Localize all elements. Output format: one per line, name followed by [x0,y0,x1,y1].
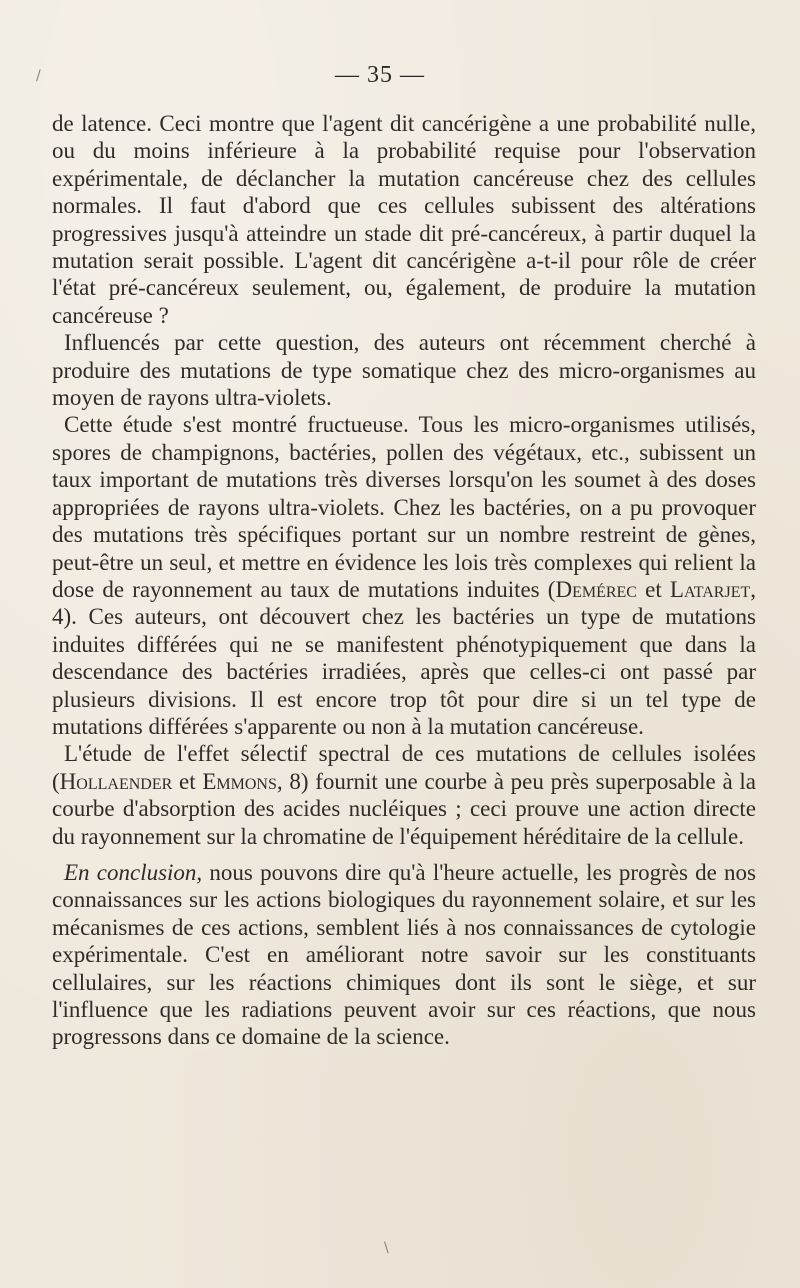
paragraph-3 [52,411,756,740]
paragraph-4 [52,740,756,850]
paragraph-2-text: Influencés par cette question, des auteurs ont récemment cherché à produire des mutations de type somatique chez des micro-organismes au moyen de rayons ultra-violets. [52,330,756,411]
paragraph-1 [52,110,756,329]
author-citation-emmons: Emmons [202,768,277,794]
paragraph-3-text-b: , 4). Ces auteurs, ont découvert chez les bactéries un type de mutations induites différées qui ne se manifestent phénotypiquement que dans la descendance des bactéries irradiées, après que celles-ci ont passé par plusieurs divisions. Il est encore trop tôt pour dire si un tel type de mutations différées s'apparente ou non à la mutation cancéreuse. [52,576,756,739]
paragraph-4-conjunction: et [172,768,203,794]
paragraph-4-text-a: L'étude de l'effet sélectif spectral de ces mutations de cellules isolées ( [52,741,756,794]
paragraph-1-text: de latence. Ceci montre que l'agent dit cancérigène a une probabilité nulle, ou du moins inférieure à la probabilité requise pour l'observation expérimentale, de déclancher la mutation cancéreuse chez des cellules normales. Il faut d'abord que ces cellules subissent des altérations progressives jusqu'à atteindre un stade dit pré-cancéreux, à partir duquel la mutation serait possible. L'agent dit cancérigène a-t-il pour rôle de créer l'état pré-cancéreux seulement, ou, également, de produire la mutation cancéreuse ? [52,111,756,328]
page-number: — 35 — [335,62,425,88]
paragraph-3-text-a: Cette étude s'est montré fructueuse. Tous les micro-organismes utilisés, spores de champignons, bactéries, pollen des végétaux, etc., subissent un taux important de mutations très diverses lorsqu'on les soumet à des doses appropriées de rayons ultra-violets. Chez les bactéries, on a pu provoquer des mutations très spécifiques portant sur un nombre restreint de gènes, peut-être un seul, et mettre en évidence les lois très complexes qui relient la dose de rayonnement au taux de mutations induites ( [52,412,756,602]
paragraph-3-conjunction: et [636,576,670,602]
paragraph-conclusion [52,859,756,1051]
author-citation-hollaender: Hollaender [59,768,173,794]
conclusion-text: nous pouvons dire qu'à l'heure actuelle, les progrès de nos connaissances sur les actions biologiques du rayonnement solaire, et sur les mécanismes de ces actions, semblent liés à nos connaissances de cytologie expérimentale. C'est en améliorant notre savoir sur les constituants cellulaires, sur les réactions chimiques dont ils sont le siège, et sur l'influence que les radiations peuvent avoir sur ces réactions, que nous progressons dans ce domaine de la science. [52,859,757,1050]
stray-mark-icon: \ [384,1240,389,1256]
conclusion-lead: En conclusion, [64,859,203,885]
stray-mark-icon: / [36,68,41,84]
author-citation-latarjet: Latarjet [669,576,751,602]
paragraph-4-text-b: , 8) fournit une courbe à peu près superposable à la courbe d'absorption des acides nucléiques ; ceci prouve une action directe du rayonnement sur la chromatine de l'équipement héréditaire de la cellule. [52,768,756,849]
paragraph-2 [52,329,756,411]
body-text [52,110,756,1051]
author-citation-demerec: Demérec [555,576,637,602]
